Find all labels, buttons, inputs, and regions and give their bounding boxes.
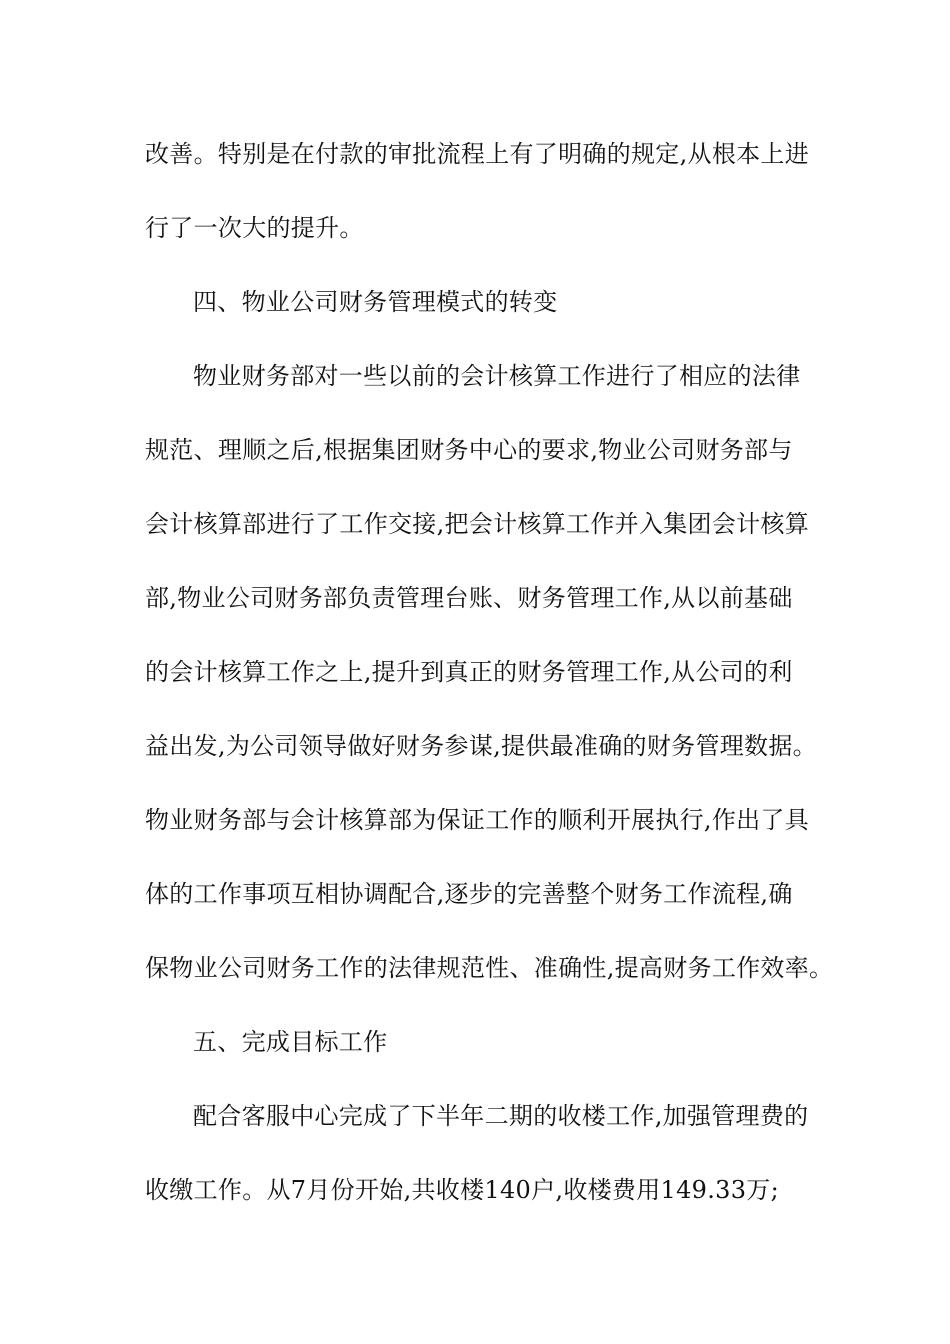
paragraph-line: 行了一次大的提升。 [145, 214, 364, 242]
section-heading: 五、完成目标工作 [193, 1028, 388, 1056]
paragraph-line: 收缴工作。从7月份开始,共收楼140户,收楼费用149.33万; [145, 1176, 779, 1204]
paragraph-line: 的会计核算工作之上,提升到真正的财务管理工作,从公司的利 [145, 658, 793, 686]
paragraph-line: 益出发,为公司领导做好财务参谋,提供最准确的财务管理数据。 [145, 732, 817, 760]
paragraph-line: 改善。特别是在付款的审批流程上有了明确的规定,从根本上进 [145, 140, 810, 168]
paragraph-line: 规范、理顺之后,根据集团财务中心的要求,物业公司财务部与 [145, 436, 793, 464]
paragraph-line: 会计核算部进行了工作交接,把会计核算工作并入集团会计核算 [145, 510, 810, 538]
paragraph-line: 部,物业公司财务部负责管理台账、财务管理工作,从以前基础 [145, 584, 793, 612]
paragraph-line: 保物业公司财务工作的法律规范性、准确性,提高财务工作效率。 [145, 954, 834, 982]
paragraph-line: 体的工作事项互相协调配合,逐步的完善整个财务工作流程,确 [145, 880, 793, 908]
paragraph-line: 物业财务部对一些以前的会计核算工作进行了相应的法律 [193, 362, 801, 390]
paragraph-line: 物业财务部与会计核算部为保证工作的顺利开展执行,作出了具 [145, 806, 810, 834]
section-heading: 四、物业公司财务管理模式的转变 [193, 288, 558, 316]
paragraph-line: 配合客服中心完成了下半年二期的收楼工作,加强管理费的 [193, 1102, 809, 1130]
